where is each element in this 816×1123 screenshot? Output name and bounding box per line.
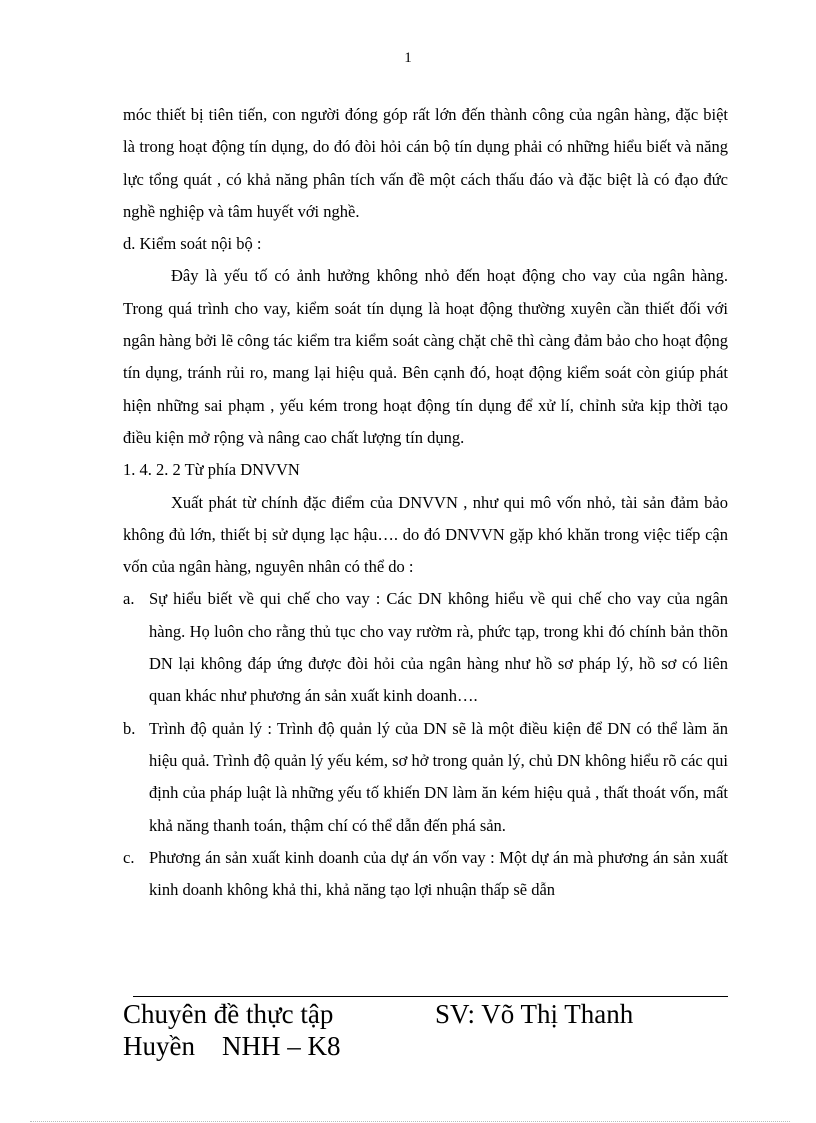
page-footer [123, 998, 728, 1062]
footer-title: Chuyên đề thực tập [123, 999, 334, 1029]
list-item-text: Sự hiểu biết về qui chế cho vay : Các DN không hiểu về qui chế cho vay của ngân hàng. Họ luôn cho rằng thủ tục cho vay rườm rà, phức tạp, trong khi đó chính bản thõn DN lại không đáp ứng được đòi hỏi của ngân hàng như hồ sơ pháp lý, hồ sơ có liên quan khác như phương án sản xuất kinh doanh…. [149, 589, 728, 706]
cause-list [123, 583, 728, 906]
paragraph-2: Đây là yếu tố có ảnh hưởng không nhỏ đến hoạt động cho vay của ngân hàng. Trong quá trình cho vay, kiểm soát tín dụng là hoạt động thường xuyên cần thiết đối với ngân hàng bởi lẽ công tác kiểm tra kiểm soát càng chặt chẽ thì càng đảm bảo cho hoạt động tín dụng, tránh rủi ro, mang lại hiệu quả. Bên cạnh đó, hoạt động kiểm soát còn giúp phát hiện những sai phạm , yếu kém trong hoạt động tín dụng để xử lí, chỉnh sửa kịp thời tạo điều kiện mở rộng và nâng cao chất lượng tín dụng. [123, 266, 728, 447]
footer-class: Huyền NHH – K8 [123, 1031, 341, 1061]
list-item [123, 583, 728, 712]
page-number: 1 [404, 50, 412, 66]
footer-divider [133, 996, 728, 997]
list-marker: a. [123, 589, 135, 609]
list-item-text: Trình độ quản lý : Trình độ quản lý của DN sẽ là một điều kiện để DN có thể làm ăn hiệu quả. Trình độ quản lý yếu kém, sơ hở trong quản lý, chủ DN không hiểu rõ các qui định của pháp luật là những yếu tố khiến DN làm ăn kém hiệu quả , thất thoát vốn, mất khả năng thanh toán, thậm chí có thể dẫn đến phá sản. [149, 718, 728, 835]
section-heading-1422: 1. 4. 2. 2 Từ phía DNVVN [123, 460, 300, 480]
list-item [123, 713, 728, 842]
paragraph-3: Xuất phát từ chính đặc điểm của DNVVN , như qui mô vốn nhỏ, tài sản đảm bảo không đủ lớn, thiết bị sử dụng lạc hậu…. do đó DNVVN gặp khó khăn trong việc tiếp cận vốn của ngân hàng, nguyên nhân có thể do : [123, 492, 728, 577]
list-marker: c. [123, 847, 135, 867]
list-item [123, 842, 728, 907]
list-item-text: Phương án sản xuất kinh doanh của dự án vốn vay : Một dự án mà phương án sản xuất kinh doanh không khả thi, khả năng tạo lợi nhuận thấp sẽ dẫn [149, 847, 728, 900]
page-bottom-border [30, 1121, 790, 1122]
list-marker: b. [123, 718, 136, 738]
footer-student: SV: Võ Thị Thanh [435, 999, 634, 1029]
document-body [123, 99, 728, 906]
paragraph-1: móc thiết bị tiên tiến, con người đóng góp rất lớn đến thành công của ngân hàng, đặc biệt là trong hoạt động tín dụng, do đó đòi hỏi cán bộ tín dụng phải có những hiểu biết và năng lực tổng quát , có khả năng phân tích vấn đề một cách thấu đáo và đặc biệt là có đạo đức nghề nghiệp và tâm huyết với nghề. [123, 105, 728, 221]
section-heading-d: d. Kiểm soát nội bộ : [123, 234, 262, 254]
